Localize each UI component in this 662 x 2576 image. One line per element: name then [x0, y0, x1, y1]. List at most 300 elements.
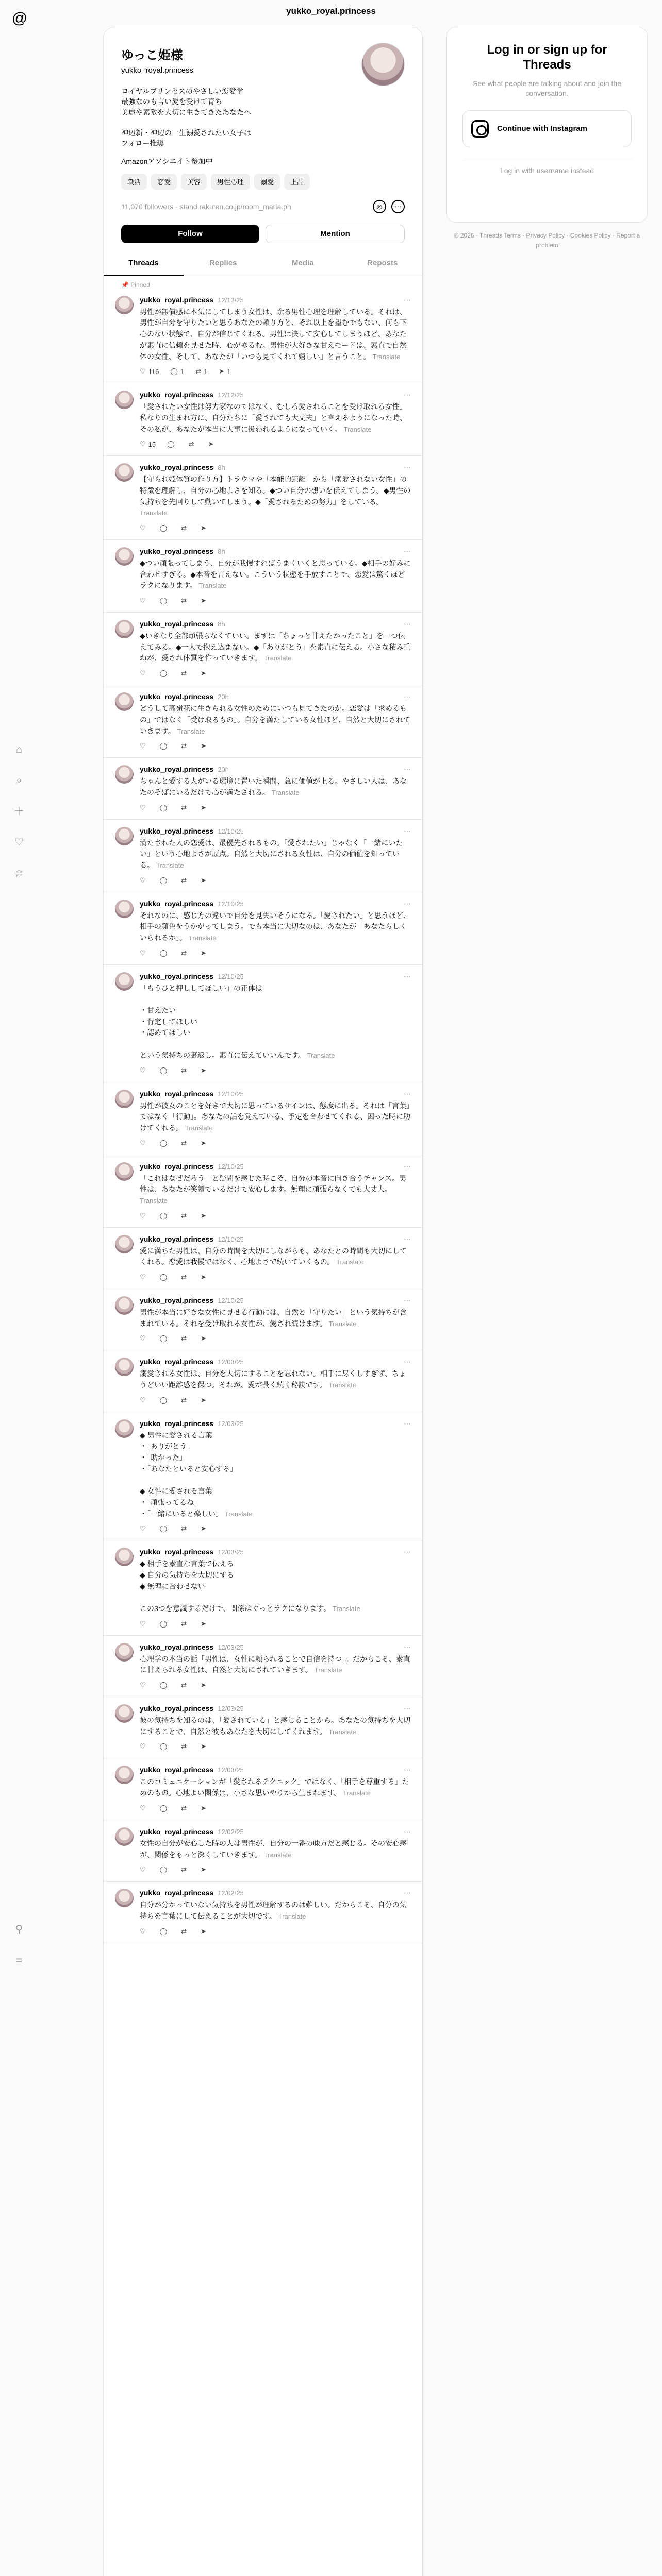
- post-author[interactable]: yukko_royal.princess: [140, 1889, 214, 1897]
- post-avatar[interactable]: [115, 692, 134, 711]
- post-actions: [140, 524, 411, 532]
- post-author[interactable]: yukko_royal.princess: [140, 826, 214, 835]
- like-button[interactable]: [140, 1334, 148, 1343]
- more-icon[interactable]: ⋯: [404, 1358, 411, 1366]
- thread-post[interactable]: [104, 1155, 422, 1228]
- repost-button[interactable]: [181, 1139, 189, 1147]
- instagram-login-label: Continue with Instagram: [497, 124, 588, 133]
- post-actions: [140, 1681, 411, 1689]
- left-rail: [0, 0, 39, 2576]
- post-date: 8h: [218, 548, 225, 556]
- post-body: [140, 1419, 411, 1533]
- thread-post[interactable]: [104, 1540, 422, 1635]
- thread-post[interactable]: [104, 1350, 422, 1412]
- more-icon[interactable]: ⋯: [404, 1704, 411, 1713]
- repost-button[interactable]: [181, 1212, 189, 1220]
- like-button[interactable]: [140, 1139, 148, 1147]
- more-icon[interactable]: ⋯: [404, 1296, 411, 1305]
- translate-link[interactable]: Translate: [140, 1196, 168, 1205]
- thread-post[interactable]: [104, 1289, 422, 1350]
- heart-icon: ♡: [140, 1066, 146, 1074]
- heart-icon: ♡: [140, 1804, 146, 1812]
- post-body: [140, 692, 411, 750]
- reply-button[interactable]: [160, 742, 170, 750]
- share-icon: ➤: [201, 1139, 207, 1147]
- repost-button[interactable]: [181, 804, 189, 812]
- share-button[interactable]: [219, 367, 230, 376]
- thread-post[interactable]: [104, 758, 422, 819]
- translate-link[interactable]: Translate: [278, 1912, 306, 1920]
- reply-button[interactable]: [160, 1620, 170, 1628]
- reply-button[interactable]: [160, 1742, 170, 1751]
- comment-icon: ◯: [159, 1211, 168, 1219]
- repost-button[interactable]: [181, 669, 189, 677]
- post-avatar[interactable]: [115, 972, 134, 991]
- reply-button[interactable]: [170, 367, 184, 376]
- heart-icon: ♡: [140, 524, 146, 532]
- more-icon[interactable]: ⋯: [404, 391, 411, 399]
- post-author[interactable]: yukko_royal.princess: [140, 1358, 214, 1366]
- share-icon: ➤: [201, 669, 207, 677]
- heart-icon: ♡: [140, 1681, 146, 1689]
- thread-post[interactable]: [104, 820, 422, 892]
- heart-icon: ♡: [140, 1139, 146, 1147]
- share-icon: ➤: [201, 1927, 207, 1935]
- post-date: 12/10/25: [218, 1090, 244, 1098]
- post-body: [140, 547, 411, 605]
- post-author[interactable]: yukko_royal.princess: [140, 972, 214, 980]
- repost-button[interactable]: [181, 1866, 189, 1874]
- topic-chip[interactable]: 溺愛: [254, 174, 280, 190]
- post-header: [140, 391, 411, 399]
- share-button[interactable]: [201, 1273, 209, 1281]
- thread-post[interactable]: [104, 1228, 422, 1289]
- like-button[interactable]: [140, 1866, 148, 1874]
- translate-link[interactable]: Translate: [307, 1051, 335, 1059]
- thread-post[interactable]: [104, 1636, 422, 1697]
- repost-button[interactable]: [181, 1066, 189, 1075]
- translate-link[interactable]: Translate: [343, 425, 372, 433]
- like-button[interactable]: [140, 524, 148, 532]
- post-author[interactable]: yukko_royal.princess: [140, 1548, 214, 1556]
- post-author[interactable]: yukko_royal.princess: [140, 295, 214, 304]
- thread-post[interactable]: [104, 892, 422, 965]
- post-date: 12/10/25: [218, 1297, 244, 1305]
- post-avatar[interactable]: [115, 1889, 134, 1907]
- like-button[interactable]: [140, 1927, 148, 1936]
- share-button[interactable]: [208, 440, 217, 448]
- more-icon[interactable]: ⋯: [404, 826, 411, 835]
- reply-button[interactable]: [160, 1524, 170, 1533]
- share-button[interactable]: [201, 1524, 209, 1533]
- instagram-icon: [471, 120, 489, 138]
- repost-button[interactable]: [181, 876, 189, 885]
- share-button[interactable]: [201, 1742, 209, 1751]
- share-button[interactable]: [201, 1139, 209, 1147]
- more-icon[interactable]: ⋯: [404, 620, 411, 629]
- mention-button[interactable]: Mention: [266, 225, 405, 243]
- post-avatar[interactable]: [115, 1419, 134, 1438]
- comment-icon: ◯: [159, 669, 168, 677]
- reply-button[interactable]: [160, 1139, 170, 1147]
- post-avatar[interactable]: [115, 765, 134, 784]
- login-title: Log in or sign up for Threads: [487, 43, 607, 72]
- translate-link[interactable]: Translate: [314, 1666, 342, 1674]
- comment-icon: ◯: [159, 742, 168, 750]
- share-button[interactable]: [201, 1927, 209, 1936]
- post-author[interactable]: yukko_royal.princess: [140, 765, 214, 774]
- thread-post[interactable]: [104, 1882, 422, 1943]
- repost-button[interactable]: [181, 1396, 189, 1404]
- post-avatar[interactable]: [115, 1296, 134, 1315]
- menu-icon[interactable]: ≡: [16, 1955, 22, 1966]
- repost-button[interactable]: [181, 1334, 189, 1343]
- repost-button[interactable]: [181, 1620, 189, 1628]
- post-date: 12/03/25: [218, 1643, 244, 1651]
- post-body: [140, 296, 411, 376]
- thread-post[interactable]: [104, 1082, 422, 1155]
- tab-reposts[interactable]: Reposts: [367, 258, 398, 267]
- post-text-content: 「愛されたい女性は努力家なのではなく、むしろ愛されることを受け取れる女性」私なりの生まれ方に、自分たちに「愛されても大丈夫」と言えるようになった時、その私が、あなたが本当に大事に扱われるようになっていく。: [140, 402, 407, 433]
- share-button[interactable]: [201, 597, 209, 605]
- share-icon: ➤: [201, 1066, 207, 1074]
- instagram-login-button[interactable]: [462, 110, 632, 147]
- more-icon[interactable]: ⋯: [404, 899, 411, 908]
- repost-button[interactable]: [189, 440, 197, 448]
- reply-button[interactable]: [160, 949, 170, 957]
- like-button[interactable]: [140, 1804, 148, 1812]
- footer-links[interactable]: © 2026 · Threads Terms · Privacy Policy · Cookies Policy · Report a problem: [454, 232, 640, 249]
- like-button[interactable]: [140, 1681, 148, 1689]
- thread-post[interactable]: [104, 1758, 422, 1820]
- thread-post[interactable]: [104, 613, 422, 685]
- post-author[interactable]: yukko_royal.princess: [140, 1234, 214, 1243]
- post-avatar[interactable]: [115, 1827, 134, 1846]
- thread-post[interactable]: [104, 1820, 422, 1882]
- share-button[interactable]: [201, 1212, 209, 1220]
- translate-link[interactable]: Translate: [263, 654, 292, 663]
- heart-icon: ♡: [140, 1334, 146, 1343]
- post-text: [140, 838, 411, 871]
- more-icon[interactable]: ⋯: [404, 1234, 411, 1243]
- repost-button[interactable]: [181, 1927, 189, 1936]
- post-text-content: ◆ 相手を素直な言葉で伝える ◆ 自分の気持ちを大切にする ◆ 無理に合わせない この3つを意識するだけで、関係はぐっとラクになります。: [140, 1560, 331, 1613]
- post-text: [140, 307, 411, 362]
- post-avatar[interactable]: [115, 296, 134, 314]
- like-button[interactable]: [140, 440, 156, 448]
- like-button[interactable]: [140, 1212, 148, 1220]
- repost-icon: ⇄: [181, 803, 187, 811]
- thread-post[interactable]: [104, 1412, 422, 1541]
- post-body: [140, 900, 411, 957]
- translate-link[interactable]: Translate: [333, 1605, 360, 1613]
- post-header: [140, 1889, 411, 1897]
- translate-link[interactable]: Translate: [271, 788, 300, 796]
- tab-replies[interactable]: Replies: [209, 258, 237, 267]
- post-author[interactable]: yukko_royal.princess: [140, 899, 214, 908]
- repost-icon: ⇄: [188, 440, 194, 448]
- translate-link[interactable]: Translate: [372, 352, 401, 361]
- more-icon[interactable]: ⋯: [404, 463, 411, 472]
- share-button[interactable]: [201, 669, 209, 677]
- reply-button[interactable]: [160, 524, 170, 532]
- more-icon[interactable]: ⋯: [404, 1889, 411, 1897]
- post-text: [140, 1430, 411, 1520]
- like-button[interactable]: [140, 1396, 148, 1404]
- share-button[interactable]: [201, 1396, 209, 1404]
- tab-threads[interactable]: Threads: [104, 251, 184, 276]
- post-avatar[interactable]: [115, 1235, 134, 1253]
- profile-icon[interactable]: ☺: [13, 868, 25, 879]
- reply-button[interactable]: [160, 1273, 170, 1281]
- repost-button[interactable]: [181, 1273, 189, 1281]
- thread-post[interactable]: [104, 456, 422, 540]
- post-body: [140, 620, 411, 677]
- follow-button[interactable]: Follow: [121, 225, 259, 243]
- post-author[interactable]: yukko_royal.princess: [140, 391, 214, 399]
- topic-chip[interactable]: 上品: [284, 174, 310, 190]
- translate-link[interactable]: Translate: [177, 727, 205, 735]
- tab-media[interactable]: Media: [291, 258, 314, 267]
- post-author[interactable]: yukko_royal.princess: [140, 1162, 214, 1171]
- more-icon[interactable]: ⋯: [404, 972, 411, 980]
- like-button[interactable]: [140, 949, 148, 957]
- reply-button[interactable]: [160, 1866, 170, 1874]
- more-icon[interactable]: ⋯: [404, 765, 411, 774]
- post-text-content: どうして高嶺花に生きられる女性のためにいつも見てきたのか。恋愛は「求めるもの」ではなく「受け取るもの」。自分を満たしている女性ほど、自然と大切にされていきます。: [140, 704, 410, 735]
- post-text: [140, 1558, 411, 1614]
- more-icon[interactable]: ⋯: [404, 295, 411, 304]
- heart-icon: ♡: [140, 1211, 146, 1219]
- topic-chip[interactable]: 恋愛: [151, 174, 177, 190]
- post-date: 12/03/25: [218, 1358, 244, 1366]
- post-avatar[interactable]: [115, 827, 134, 845]
- share-button[interactable]: [201, 742, 209, 750]
- post-text: [140, 1307, 411, 1329]
- reply-button[interactable]: [160, 1396, 170, 1404]
- topic-chip[interactable]: 美容: [181, 174, 207, 190]
- translate-link[interactable]: Translate: [328, 1381, 356, 1389]
- post-author[interactable]: yukko_royal.princess: [140, 1642, 214, 1651]
- thread-post[interactable]: [104, 383, 422, 456]
- more-icon[interactable]: ⋯: [404, 547, 411, 556]
- share-icon: ➤: [201, 1681, 207, 1689]
- followers-count[interactable]: 11,070 followers · stand.rakuten.co.jp/room_maria.ph: [121, 202, 291, 211]
- reply-button[interactable]: [160, 804, 170, 812]
- post-author[interactable]: yukko_royal.princess: [140, 1704, 214, 1713]
- translate-link[interactable]: Translate: [336, 1258, 364, 1266]
- action-buttons: [121, 225, 405, 243]
- share-icon: ➤: [201, 1742, 207, 1751]
- translate-link[interactable]: Translate: [140, 509, 168, 517]
- thread-post[interactable]: [104, 1697, 422, 1758]
- more-icon[interactable]: ⋯: [404, 1766, 411, 1774]
- share-button[interactable]: [201, 876, 209, 885]
- like-button[interactable]: [140, 804, 148, 812]
- thread-post[interactable]: [104, 289, 422, 383]
- thread-post[interactable]: [104, 965, 422, 1082]
- more-icon[interactable]: ⋯: [404, 1419, 411, 1428]
- translate-link[interactable]: Translate: [263, 1851, 292, 1859]
- more-icon[interactable]: ⋯: [404, 1162, 411, 1171]
- heart-icon: ♡: [140, 948, 146, 957]
- repost-button[interactable]: [181, 1681, 189, 1689]
- post-author[interactable]: yukko_royal.princess: [140, 463, 214, 472]
- post-date: 12/03/25: [218, 1705, 244, 1713]
- share-button[interactable]: [201, 1620, 209, 1628]
- post-author[interactable]: yukko_royal.princess: [140, 1766, 214, 1774]
- post-text-content: 【守られ姫体質の作り方】トラウマや「本能的距離」から「溺愛されない女性」の特徴を理解し、自分の心地よさを知る。◆つい自分の想いを伝えてしまう。◆男性の気持ちを先回りして動いてしまう。◆「愛されるための努力」をしている。: [140, 475, 411, 506]
- reply-button[interactable]: [167, 440, 177, 448]
- translate-link[interactable]: Translate: [198, 582, 227, 590]
- more-icon[interactable]: ⋯: [391, 200, 405, 213]
- reply-button[interactable]: [160, 1681, 170, 1689]
- more-icon[interactable]: ⋯: [404, 692, 411, 701]
- instagram-icon[interactable]: ◎: [373, 200, 386, 213]
- like-button[interactable]: [140, 1620, 148, 1628]
- repost-button[interactable]: [181, 524, 189, 532]
- post-date: 12/10/25: [218, 1235, 244, 1243]
- post-body: [140, 765, 411, 811]
- post-avatar[interactable]: [115, 463, 134, 482]
- heart-icon: ♡: [140, 1524, 146, 1533]
- share-button[interactable]: [201, 1334, 209, 1343]
- post-actions: [140, 876, 411, 885]
- share-button[interactable]: [201, 524, 209, 532]
- username-login-link[interactable]: Log in with username instead: [500, 166, 594, 175]
- reply-button[interactable]: [160, 669, 170, 677]
- post-avatar[interactable]: [115, 900, 134, 918]
- share-button[interactable]: [201, 949, 209, 957]
- reply-button[interactable]: [160, 1334, 170, 1343]
- like-button[interactable]: [140, 1742, 148, 1751]
- post-actions: [140, 1742, 411, 1751]
- share-button[interactable]: [201, 1804, 209, 1812]
- translate-link[interactable]: Translate: [185, 1124, 213, 1132]
- post-actions: [140, 440, 411, 448]
- home-icon[interactable]: ⌂: [15, 744, 23, 755]
- repost-icon: ⇄: [181, 669, 187, 677]
- post-header: [140, 1827, 411, 1836]
- reply-button[interactable]: [160, 1212, 170, 1220]
- share-icon: ➤: [201, 1866, 207, 1874]
- reply-button[interactable]: [160, 1927, 170, 1936]
- post-avatar[interactable]: [115, 547, 134, 566]
- like-button[interactable]: [140, 1066, 148, 1075]
- like-button[interactable]: [140, 669, 148, 677]
- bio-link[interactable]: Amazonアソシエイト参加中: [121, 157, 213, 165]
- post-author[interactable]: yukko_royal.princess: [140, 692, 214, 701]
- plus-icon[interactable]: ＋: [14, 806, 24, 817]
- translate-link[interactable]: Translate: [188, 934, 217, 942]
- like-button[interactable]: [140, 1273, 148, 1281]
- post-author[interactable]: yukko_royal.princess: [140, 547, 214, 556]
- like-button[interactable]: [140, 367, 159, 376]
- reply-button[interactable]: [160, 1804, 170, 1812]
- post-avatar[interactable]: [115, 1162, 134, 1181]
- repost-button[interactable]: [195, 367, 207, 376]
- post-author[interactable]: yukko_royal.princess: [140, 1419, 214, 1428]
- repost-button[interactable]: [181, 1524, 189, 1533]
- like-button[interactable]: [140, 876, 148, 885]
- post-body: [140, 1162, 411, 1220]
- comment-icon: ◯: [159, 1681, 168, 1689]
- post-actions: [140, 949, 411, 957]
- topic-chip[interactable]: 職活: [121, 174, 147, 190]
- post-header: [140, 765, 411, 774]
- like-button[interactable]: [140, 1524, 148, 1533]
- translate-link[interactable]: Translate: [224, 1510, 253, 1518]
- profile-column: [103, 27, 423, 2576]
- share-icon: ➤: [201, 524, 207, 532]
- repost-icon: ⇄: [181, 1804, 187, 1812]
- post-avatar[interactable]: [115, 1704, 134, 1723]
- post-header: [140, 463, 411, 472]
- post-author[interactable]: yukko_royal.princess: [140, 1827, 214, 1836]
- more-icon[interactable]: ⋯: [404, 1642, 411, 1651]
- post-avatar[interactable]: [115, 1548, 134, 1566]
- repost-button[interactable]: [181, 1742, 189, 1751]
- post-text-content: 溺愛される女性は、自分を大切にすることを忘れない。相手に尽くしすぎず、ちょうどいい距離感を保つ。それが、愛が長く続く秘訣です。: [140, 1369, 406, 1389]
- threads-logo-icon[interactable]: @: [11, 10, 28, 27]
- search-icon[interactable]: ⌕: [16, 775, 22, 786]
- more-icon[interactable]: ⋯: [404, 1089, 411, 1098]
- like-button[interactable]: [140, 597, 148, 605]
- comment-icon: ◯: [167, 440, 175, 448]
- profile-header: [104, 27, 422, 243]
- translate-link[interactable]: Translate: [328, 1319, 357, 1328]
- heart-icon: ♡: [140, 1742, 146, 1751]
- post-author[interactable]: yukko_royal.princess: [140, 1089, 214, 1098]
- post-author[interactable]: yukko_royal.princess: [140, 1296, 214, 1305]
- share-button[interactable]: [201, 1681, 209, 1689]
- pin-icon[interactable]: ⚲: [15, 1924, 23, 1935]
- translate-link[interactable]: Translate: [156, 861, 184, 869]
- comment-icon: ◯: [159, 524, 168, 532]
- thread-post[interactable]: [104, 685, 422, 758]
- share-icon: ➤: [201, 1396, 207, 1404]
- post-avatar[interactable]: [115, 620, 134, 638]
- post-avatar[interactable]: [115, 391, 134, 409]
- share-button[interactable]: [201, 804, 209, 812]
- thread-post[interactable]: [104, 540, 422, 613]
- like-button[interactable]: [140, 742, 148, 750]
- post-avatar[interactable]: [115, 1358, 134, 1376]
- post-text: [140, 558, 411, 591]
- heart-icon[interactable]: ♡: [14, 837, 24, 848]
- translate-link[interactable]: Translate: [343, 1789, 371, 1798]
- reply-button[interactable]: [160, 1066, 170, 1075]
- more-icon[interactable]: ⋯: [404, 1548, 411, 1556]
- post-author[interactable]: yukko_royal.princess: [140, 620, 214, 629]
- share-button[interactable]: [201, 1866, 209, 1874]
- translate-link[interactable]: Translate: [328, 1727, 357, 1736]
- share-button[interactable]: [201, 1066, 209, 1075]
- post-avatar[interactable]: [115, 1090, 134, 1108]
- post-avatar[interactable]: [115, 1766, 134, 1784]
- heart-icon: ♡: [140, 1866, 146, 1874]
- topic-chip[interactable]: 男性心理: [211, 174, 250, 190]
- repost-button[interactable]: [181, 949, 189, 957]
- more-icon[interactable]: ⋯: [404, 1827, 411, 1836]
- reply-button[interactable]: [160, 597, 170, 605]
- repost-button[interactable]: [181, 597, 189, 605]
- repost-button[interactable]: [181, 742, 189, 750]
- post-avatar[interactable]: [115, 1643, 134, 1662]
- reply-button[interactable]: [160, 876, 170, 885]
- repost-button[interactable]: [181, 1804, 189, 1812]
- repost-icon: ⇄: [181, 1681, 187, 1689]
